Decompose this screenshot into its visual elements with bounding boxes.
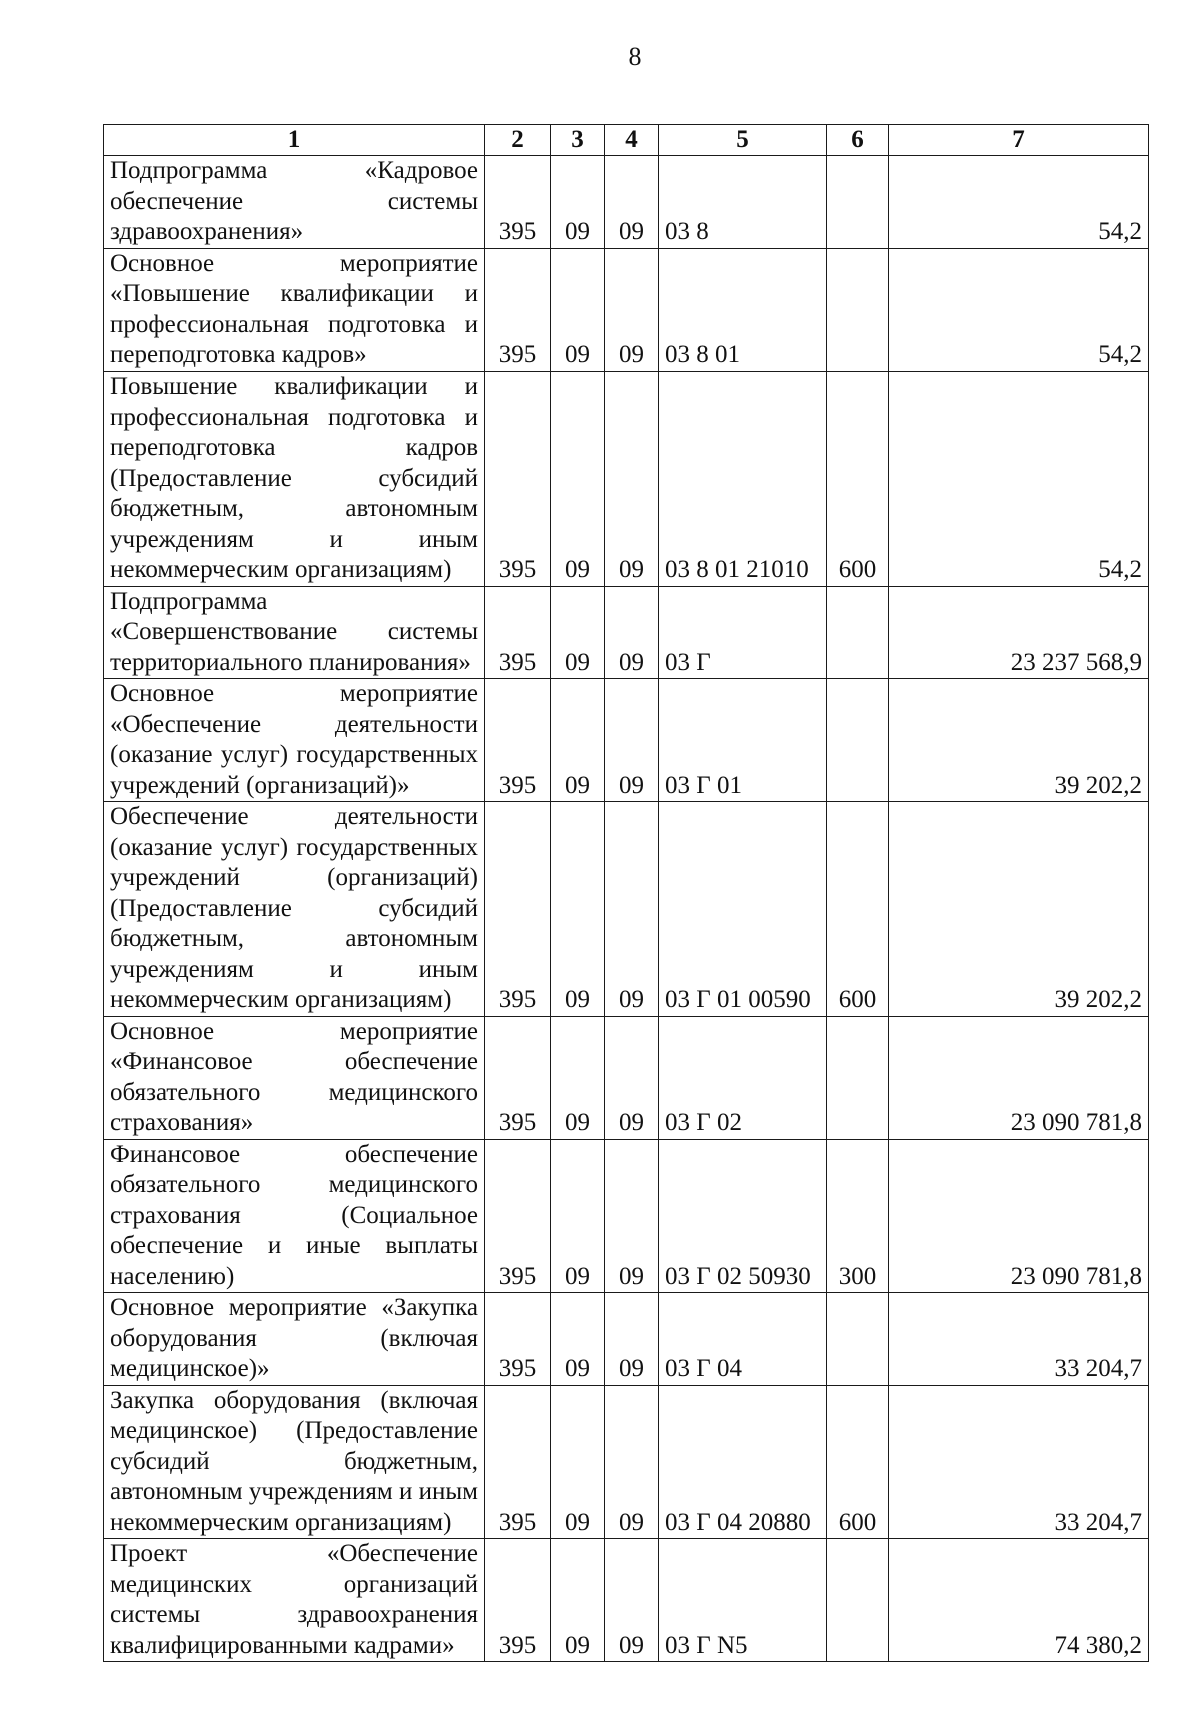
row-vr: 600 xyxy=(827,802,889,1017)
row-csr: 03 Г 04 20880 xyxy=(659,1385,827,1539)
table-row xyxy=(104,1385,1149,1539)
row-sum: 23 090 781,8 xyxy=(889,1016,1149,1139)
row-sum: 33 204,7 xyxy=(889,1385,1149,1539)
table-row xyxy=(104,1139,1149,1293)
row-vr xyxy=(827,1293,889,1386)
row-rz: 09 xyxy=(551,371,605,586)
table-row xyxy=(104,248,1149,371)
table-row xyxy=(104,371,1149,586)
row-csr: 03 Г 04 xyxy=(659,1293,827,1386)
row-pr: 09 xyxy=(605,371,659,586)
row-sum: 74 380,2 xyxy=(889,1539,1149,1662)
table-row xyxy=(104,1293,1149,1386)
row-vr xyxy=(827,679,889,802)
row-rz: 09 xyxy=(551,586,605,679)
header-col-5: 5 xyxy=(659,125,827,156)
row-name: Проект «Обеспечение медицинских организаций системы здравоохранения квалифицированными кадрами» xyxy=(104,1539,485,1662)
row-pr: 09 xyxy=(605,1539,659,1662)
row-csr: 03 8 01 xyxy=(659,248,827,371)
row-vr xyxy=(827,248,889,371)
row-pr: 09 xyxy=(605,586,659,679)
row-csr: 03 Г 02 50930 xyxy=(659,1139,827,1293)
row-rz: 09 xyxy=(551,1539,605,1662)
row-name: Основное мероприятие «Финансовое обеспечение обязательного медицинского страхования» xyxy=(104,1016,485,1139)
row-pr: 09 xyxy=(605,1385,659,1539)
row-sum: 39 202,2 xyxy=(889,679,1149,802)
row-sum: 33 204,7 xyxy=(889,1293,1149,1386)
row-pr: 09 xyxy=(605,1293,659,1386)
row-name: Повышение квалификации и профессиональная подготовка и переподготовка кадров (Предоставление субсидий бюджетным, автономным учреждениям и иным некоммерческим организациям) xyxy=(104,371,485,586)
row-ved: 395 xyxy=(485,802,551,1017)
row-pr: 09 xyxy=(605,679,659,802)
row-rz: 09 xyxy=(551,1139,605,1293)
row-sum: 54,2 xyxy=(889,248,1149,371)
header-col-7: 7 xyxy=(889,125,1149,156)
header-row xyxy=(104,125,1149,156)
row-name: Закупка оборудования (включая медицинское) (Предоставление субсидий бюджетным, автономным учреждениям и иным некоммерческим организациям) xyxy=(104,1385,485,1539)
row-ved: 395 xyxy=(485,156,551,249)
row-rz: 09 xyxy=(551,248,605,371)
header-col-4: 4 xyxy=(605,125,659,156)
row-ved: 395 xyxy=(485,1539,551,1662)
row-name: Основное мероприятие «Повышение квалификации и профессиональная подготовка и переподготовка кадров» xyxy=(104,248,485,371)
budget-table xyxy=(103,124,1149,1662)
row-csr: 03 Г xyxy=(659,586,827,679)
header-col-3: 3 xyxy=(551,125,605,156)
header-col-2: 2 xyxy=(485,125,551,156)
row-csr: 03 Г 01 xyxy=(659,679,827,802)
row-name: Обеспечение деятельности (оказание услуг) государственных учреждений (организаций) (Предоставление субсидий бюджетным, автономным учреждениям и иным некоммерческим организациям) xyxy=(104,802,485,1017)
row-sum: 54,2 xyxy=(889,156,1149,249)
row-rz: 09 xyxy=(551,679,605,802)
row-sum: 23 237 568,9 xyxy=(889,586,1149,679)
table-row xyxy=(104,802,1149,1017)
row-ved: 395 xyxy=(485,1139,551,1293)
row-sum: 23 090 781,8 xyxy=(889,1139,1149,1293)
row-sum: 54,2 xyxy=(889,371,1149,586)
row-name: Финансовое обеспечение обязательного медицинского страхования (Социальное обеспечение и иные выплаты населению) xyxy=(104,1139,485,1293)
row-pr: 09 xyxy=(605,802,659,1017)
row-rz: 09 xyxy=(551,1016,605,1139)
page-number: 8 xyxy=(628,42,642,71)
row-rz: 09 xyxy=(551,156,605,249)
row-ved: 395 xyxy=(485,679,551,802)
table-row xyxy=(104,586,1149,679)
header-col-1: 1 xyxy=(104,125,485,156)
row-vr xyxy=(827,1539,889,1662)
row-csr: 03 Г 02 xyxy=(659,1016,827,1139)
row-ved: 395 xyxy=(485,586,551,679)
row-csr: 03 8 01 21010 xyxy=(659,371,827,586)
row-vr xyxy=(827,156,889,249)
row-rz: 09 xyxy=(551,1385,605,1539)
row-vr xyxy=(827,586,889,679)
row-rz: 09 xyxy=(551,802,605,1017)
row-csr: 03 Г N5 xyxy=(659,1539,827,1662)
row-pr: 09 xyxy=(605,156,659,249)
row-vr: 600 xyxy=(827,371,889,586)
row-name: Подпрограмма «Совершенствование системы территориального планирования» xyxy=(104,586,485,679)
row-ved: 395 xyxy=(485,248,551,371)
row-pr: 09 xyxy=(605,248,659,371)
row-ved: 395 xyxy=(485,1385,551,1539)
row-ved: 395 xyxy=(485,1016,551,1139)
table-row xyxy=(104,679,1149,802)
header-col-6: 6 xyxy=(827,125,889,156)
row-pr: 09 xyxy=(605,1016,659,1139)
table-row xyxy=(104,156,1149,249)
table-row xyxy=(104,1016,1149,1139)
row-csr: 03 8 xyxy=(659,156,827,249)
row-csr: 03 Г 01 00590 xyxy=(659,802,827,1017)
row-sum: 39 202,2 xyxy=(889,802,1149,1017)
row-ved: 395 xyxy=(485,371,551,586)
row-name: Основное мероприятие «Закупка оборудования (включая медицинское)» xyxy=(104,1293,485,1386)
row-ved: 395 xyxy=(485,1293,551,1386)
row-vr xyxy=(827,1016,889,1139)
row-name: Подпрограмма «Кадровое обеспечение системы здравоохранения» xyxy=(104,156,485,249)
row-rz: 09 xyxy=(551,1293,605,1386)
row-vr: 600 xyxy=(827,1385,889,1539)
table-row xyxy=(104,1539,1149,1662)
row-name: Основное мероприятие «Обеспечение деятельности (оказание услуг) государственных учреждений (организаций)» xyxy=(104,679,485,802)
row-vr: 300 xyxy=(827,1139,889,1293)
row-pr: 09 xyxy=(605,1139,659,1293)
